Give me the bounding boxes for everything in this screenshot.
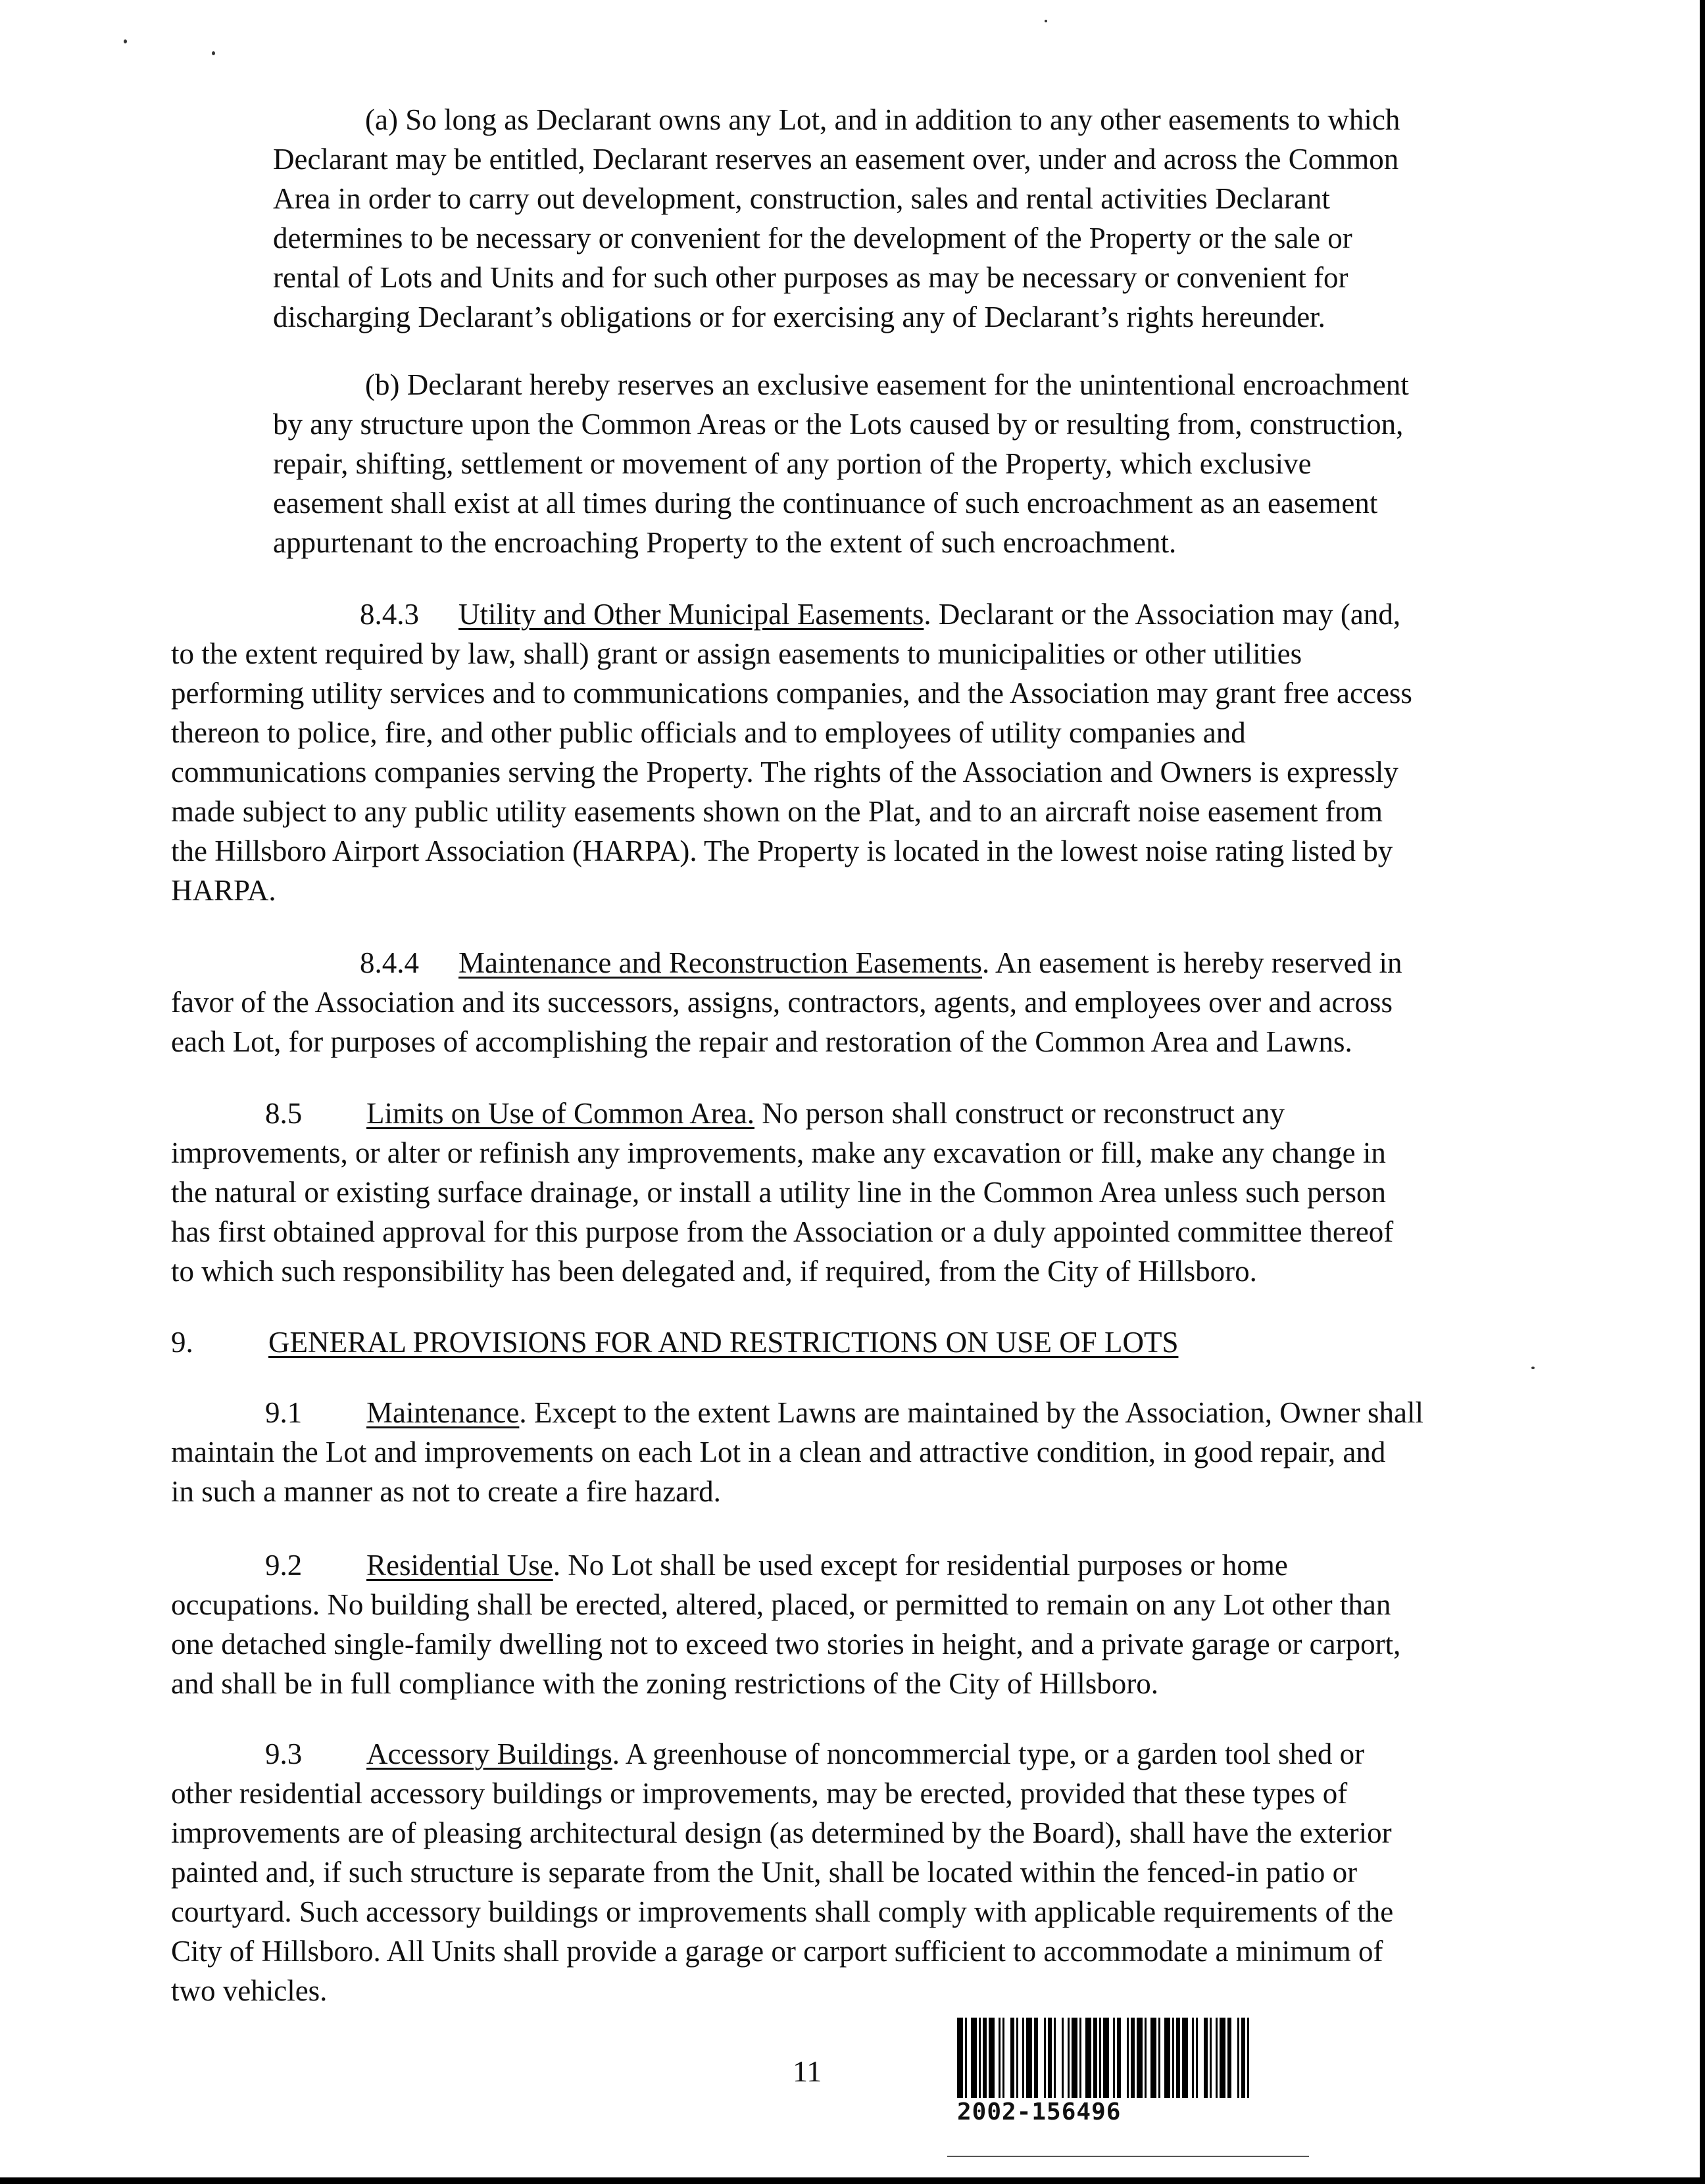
paragraph-8-4-2-b bbox=[273, 365, 1409, 562]
text-run: . Declarant or the Association may (and, bbox=[924, 598, 1401, 631]
text-line: maintain the Lot and improvements on each Lot in a clean and attractive condition, in good repair, and bbox=[171, 1436, 1386, 1468]
text-line: improvements are of pleasing architectural design (as determined by the Board), shall have the exterior bbox=[171, 1816, 1392, 1849]
section-first-line bbox=[171, 595, 1412, 634]
section-first-line bbox=[171, 1094, 1393, 1133]
section-number: 9. bbox=[171, 1326, 193, 1359]
barcode-bar bbox=[1196, 2018, 1198, 2098]
barcode-bar bbox=[1054, 2018, 1056, 2098]
text-line: made subject to any public utility easements shown on the Plat, and to an aircraft noise easement from bbox=[171, 795, 1383, 828]
barcode-bar bbox=[1068, 2018, 1070, 2098]
barcode-bar bbox=[1022, 2018, 1024, 2098]
barcode-bar bbox=[957, 2018, 963, 2098]
section-first-line bbox=[171, 1393, 1423, 1432]
paragraph-8-4-2-a bbox=[273, 100, 1400, 337]
text-line: the natural or existing surface drainage, or install a utility line in the Common Area unless such person bbox=[171, 1176, 1387, 1209]
section-number: 8.4.3 bbox=[360, 598, 419, 631]
barcode-bar bbox=[1010, 2018, 1014, 2098]
signature-line bbox=[947, 2155, 1309, 2158]
text-line: has first obtained approval for this purpose from the Association or a duly appointed committee thereof bbox=[171, 1215, 1394, 1248]
text-line: in such a manner as not to create a fire hazard. bbox=[171, 1475, 721, 1508]
text-line: one detached single-family dwelling not to exceed two stories in height, and a private garage or carport, bbox=[171, 1628, 1401, 1661]
barcode-bar bbox=[1103, 2018, 1109, 2098]
text-line: courtyard. Such accessory buildings or improvements shall comply with applicable requirements of the bbox=[171, 1895, 1394, 1928]
barcode-bar bbox=[999, 2018, 1001, 2098]
barcode-bar bbox=[1176, 2018, 1180, 2098]
text-run: . No Lot shall be used except for residential purposes or home bbox=[553, 1549, 1288, 1582]
section-first-line bbox=[171, 1734, 1393, 1774]
text-line: HARPA. bbox=[171, 874, 276, 907]
barcode-bar bbox=[983, 2018, 987, 2098]
text-line: easement shall exist at all times during the continuance of such encroachment as an easement bbox=[273, 487, 1378, 520]
paragraph-9-1 bbox=[171, 1393, 1423, 1511]
barcode-bar bbox=[1048, 2018, 1052, 2098]
barcode-bar bbox=[1172, 2018, 1174, 2098]
text-line: repair, shifting, settlement or movement of any portion of the Property, which exclusive bbox=[273, 447, 1312, 480]
text-line: to the extent required by law, shall) grant or assign easements to municipalities or other utilities bbox=[171, 637, 1302, 670]
barcode-bars bbox=[957, 2018, 1260, 2098]
scan-border-right bbox=[1700, 0, 1705, 2184]
barcode-bar bbox=[1113, 2018, 1115, 2098]
barcode-bar bbox=[1192, 2018, 1194, 2098]
section-heading: Maintenance and Reconstruction Easements bbox=[458, 946, 982, 979]
barcode-bar bbox=[1044, 2018, 1046, 2098]
barcode-bar bbox=[1145, 2018, 1147, 2098]
section-9-heading bbox=[171, 1323, 1178, 1362]
text-line: to which such responsibility has been delegated and, if required, from the City of Hillsboro. bbox=[171, 1255, 1257, 1288]
paragraph-8-5 bbox=[171, 1094, 1393, 1291]
scan-speck bbox=[1045, 20, 1047, 22]
barcode-bar bbox=[1210, 2018, 1212, 2098]
text-line: occupations. No building shall be erected, altered, placed, or permitted to remain on any Lot other than bbox=[171, 1588, 1391, 1621]
text-run: . A greenhouse of noncommercial type, or a garden tool shed or bbox=[612, 1737, 1365, 1770]
section-heading: Residential Use bbox=[366, 1549, 553, 1582]
barcode-bar bbox=[1182, 2018, 1188, 2098]
barcode-bar bbox=[1204, 2018, 1208, 2098]
barcode-bar bbox=[1158, 2018, 1160, 2098]
paragraph-8-4-4 bbox=[171, 943, 1402, 1061]
scan-speck bbox=[212, 51, 215, 55]
text-line: improvements, or alter or refinish any improvements, make any excavation or fill, make any change in bbox=[171, 1136, 1386, 1169]
barcode-bar bbox=[965, 2018, 967, 2098]
section-heading: Limits on Use of Common Area. bbox=[366, 1097, 754, 1130]
text-line: painted and, if such structure is separate from the Unit, shall be located within the fenced-in patio or bbox=[171, 1856, 1358, 1889]
section-number: 9.3 bbox=[265, 1737, 303, 1770]
barcode-bar bbox=[1002, 2018, 1004, 2098]
barcode-bar bbox=[1062, 2018, 1064, 2098]
section-number: 9.1 bbox=[265, 1396, 303, 1429]
barcode-bar bbox=[1227, 2018, 1231, 2098]
text-line: appurtenant to the encroaching Property to the extent of such encroachment. bbox=[273, 526, 1177, 559]
paragraph-9-2 bbox=[171, 1545, 1400, 1703]
text-line: favor of the Association and its successors, assigns, contractors, agents, and employees over and across bbox=[171, 986, 1393, 1019]
section-first-line bbox=[171, 1545, 1400, 1585]
text-line: determines to be necessary or convenient for the development of the Property or the sale or bbox=[273, 222, 1352, 255]
text-line: each Lot, for purposes of accomplishing the repair and restoration of the Common Area and Lawns. bbox=[171, 1025, 1352, 1058]
text-run: . Except to the extent Lawns are maintained by the Association, Owner shall bbox=[519, 1396, 1423, 1429]
text-line: (a) So long as Declarant owns any Lot, and in addition to any other easements to which bbox=[365, 103, 1400, 136]
text-line: thereon to police, fire, and other public officials and to employees of utility companies and bbox=[171, 716, 1246, 749]
barcode-label: 2002-156496 bbox=[957, 2099, 1122, 2125]
barcode-bar bbox=[1237, 2018, 1239, 2098]
section-heading: Utility and Other Municipal Easements bbox=[458, 598, 924, 631]
text-run: No person shall construct or reconstruct any bbox=[754, 1097, 1285, 1130]
scan-speck bbox=[124, 39, 127, 43]
text-line: Declarant may be entitled, Declarant reserves an easement over, under and across the Common bbox=[273, 143, 1399, 176]
barcode-bar bbox=[1127, 2018, 1129, 2098]
text-run: . An easement is hereby reserved in bbox=[981, 946, 1402, 979]
barcode-bar bbox=[1085, 2018, 1091, 2098]
section-first-line bbox=[171, 943, 1402, 983]
barcode-bar bbox=[1016, 2018, 1018, 2098]
barcode-bar bbox=[1099, 2018, 1101, 2098]
barcode-bar bbox=[979, 2018, 981, 2098]
scan-border-bottom bbox=[0, 2177, 1705, 2184]
barcode-bar bbox=[1137, 2018, 1143, 2098]
scan-speck bbox=[1531, 1367, 1535, 1369]
text-line: the Hillsboro Airport Association (HARPA). The Property is located in the lowest noise rating listed by bbox=[171, 835, 1393, 867]
text-line: by any structure upon the Common Areas or the Lots caused by or resulting from, construction, bbox=[273, 408, 1404, 441]
page-number: 11 bbox=[793, 2054, 822, 2088]
section-number: 8.5 bbox=[265, 1097, 303, 1130]
text-line: rental of Lots and Units and for such other purposes as may be necessary or convenient for bbox=[273, 261, 1348, 294]
barcode-bar bbox=[971, 2018, 977, 2098]
text-line: City of Hillsboro. All Units shall provide a garage or carport sufficient to accommodate a minimum of bbox=[171, 1935, 1383, 1968]
barcode-bar bbox=[1034, 2018, 1038, 2098]
text-line: and shall be in full compliance with the zoning restrictions of the City of Hillsboro. bbox=[171, 1667, 1158, 1700]
barcode-bar bbox=[1117, 2018, 1121, 2098]
barcode-bar bbox=[1241, 2018, 1245, 2098]
text-line: discharging Declarant’s obligations or for exercising any of Declarant’s rights hereunder. bbox=[273, 301, 1325, 333]
paragraph-8-4-3 bbox=[171, 595, 1412, 910]
barcode-bar bbox=[1216, 2018, 1218, 2098]
section-heading: Maintenance bbox=[366, 1396, 520, 1429]
text-line: (b) Declarant hereby reserves an exclusive easement for the unintentional encroachment bbox=[365, 368, 1409, 401]
barcode-bar bbox=[1150, 2018, 1156, 2098]
text-line: other residential accessory buildings or improvements, may be erected, provided that these types of bbox=[171, 1777, 1348, 1810]
barcode-bar bbox=[1247, 2018, 1249, 2098]
barcode-bar bbox=[1164, 2018, 1170, 2098]
barcode-bar bbox=[1131, 2018, 1135, 2098]
barcode-bar bbox=[1093, 2018, 1097, 2098]
paragraph-9-3 bbox=[171, 1734, 1393, 2010]
section-number: 8.4.4 bbox=[360, 946, 419, 979]
barcode-bar bbox=[1026, 2018, 1032, 2098]
section-heading: Accessory Buildings bbox=[366, 1737, 612, 1770]
barcode-bar bbox=[1072, 2018, 1077, 2098]
text-line: communications companies serving the Property. The rights of the Association and Owners is expressly bbox=[171, 756, 1398, 789]
text-line: Area in order to carry out development, construction, sales and rental activities Declarant bbox=[273, 182, 1330, 215]
barcode-bar bbox=[989, 2018, 995, 2098]
section-heading: GENERAL PROVISIONS FOR AND RESTRICTIONS ON USE OF LOTS bbox=[268, 1326, 1179, 1359]
barcode-bar bbox=[1220, 2018, 1225, 2098]
section-first-line bbox=[171, 1323, 1178, 1362]
barcode bbox=[957, 2018, 1260, 2143]
text-line: performing utility services and to communications companies, and the Association may grant free access bbox=[171, 677, 1412, 710]
text-line: two vehicles. bbox=[171, 1974, 328, 2007]
barcode-bar bbox=[1079, 2018, 1081, 2098]
section-number: 9.2 bbox=[265, 1549, 303, 1582]
